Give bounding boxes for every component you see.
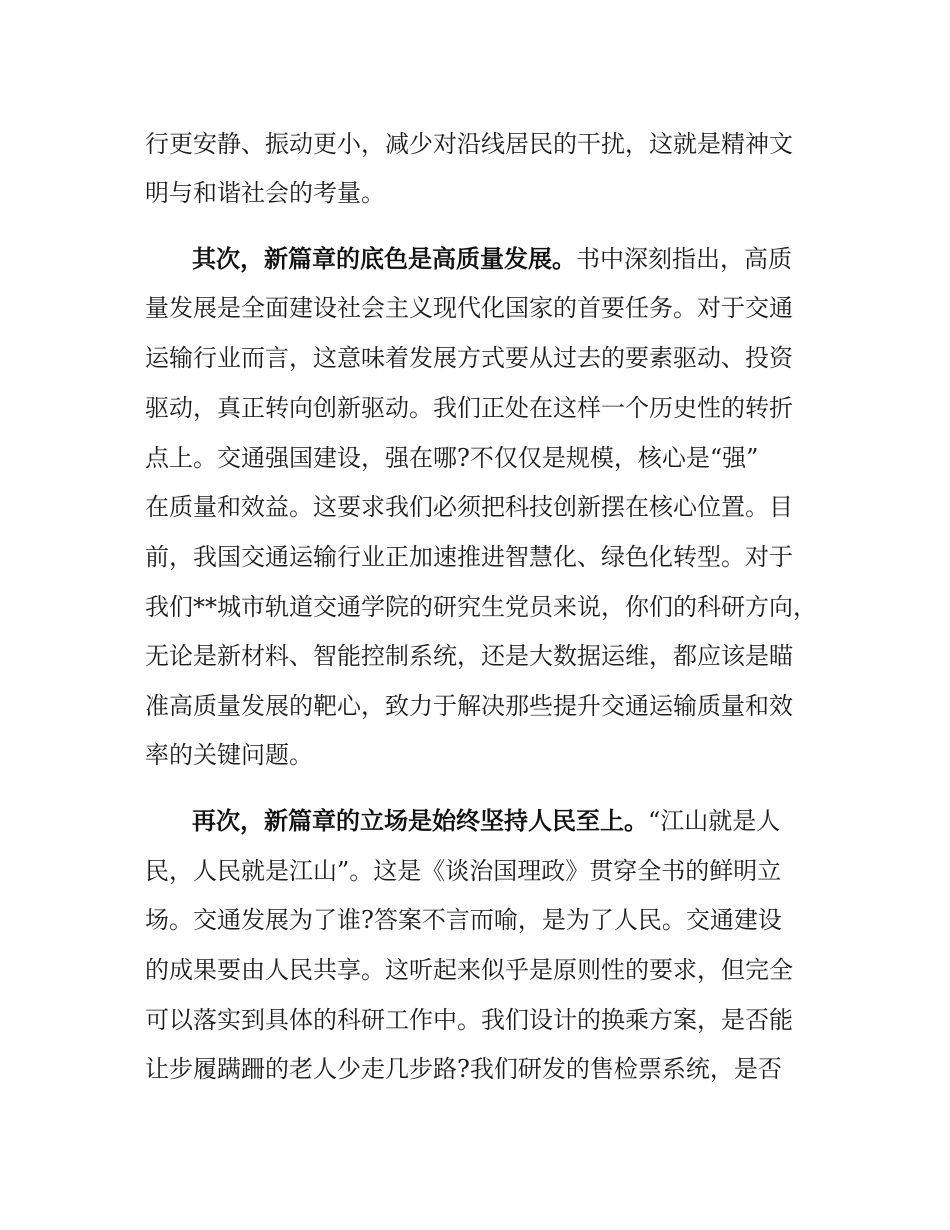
body-text-line: 可以落实到具体的科研工作中。我们设计的换乘方案，是否能 — [145, 1006, 793, 1034]
body-text-line: 我们**城市轨道交通学院的研究生党员来说，你们的科研方向， — [145, 593, 817, 621]
body-text-line: 的成果要由人民共享。这听起来似乎是原则性的要求，但完全 — [145, 956, 793, 984]
body-text-line: 在质量和效益。这要求我们必须把科技创新摆在核心位置。目 — [145, 493, 793, 521]
body-text-line: 场。交通发展为了谁?答案不言而喻，是为了人民。交通建设 — [145, 906, 782, 934]
body-text-line: 行更安静、振动更小，减少对沿线居民的干扰，这就是精神文 — [145, 130, 793, 158]
paragraph-first-line: 其次，新篇章的底色是高质量发展。书中深刻指出，高质 — [192, 245, 792, 273]
body-text-line: 前，我国交通运输行业正加速推进智慧化、绿色化转型。对于 — [145, 543, 793, 571]
body-text-line: 点上。交通强国建设，强在哪?不仅仅是规模，核心是“强” — [145, 444, 759, 472]
body-text-line: 明与和谐社会的考量。 — [145, 179, 385, 207]
paragraph-heading: 其次，新篇章的底色是高质量发展。 — [192, 245, 576, 273]
body-text-line: 驱动，真正转向创新驱动。我们正处在这样一个历史性的转折 — [145, 394, 793, 422]
paragraph-heading: 再次，新篇章的立场是始终坚持人民至上。 — [192, 807, 648, 835]
body-text-line: 率的关键问题。 — [145, 741, 313, 769]
body-text-line: 量发展是全面建设社会主义现代化国家的首要任务。对于交通 — [145, 294, 793, 322]
body-text-line: 让步履蹒跚的老人少走几步路?我们研发的售检票系统，是否 — [145, 1055, 782, 1083]
body-text-line: 准高质量发展的靶心，致力于解决那些提升交通运输质量和效 — [145, 692, 793, 720]
body-text-line: 民，人民就是江山”。这是《谈治国理政》贯穿全书的鲜明立 — [145, 857, 782, 885]
paragraph-first-line: 再次，新篇章的立场是始终坚持人民至上。“江山就是人 — [192, 807, 781, 835]
body-text-line: 运输行业而言，这意味着发展方式要从过去的要素驱动、投资 — [145, 344, 793, 372]
body-text-line: 无论是新材料、智能控制系统，还是大数据运维，都应该是瞄 — [145, 642, 793, 670]
